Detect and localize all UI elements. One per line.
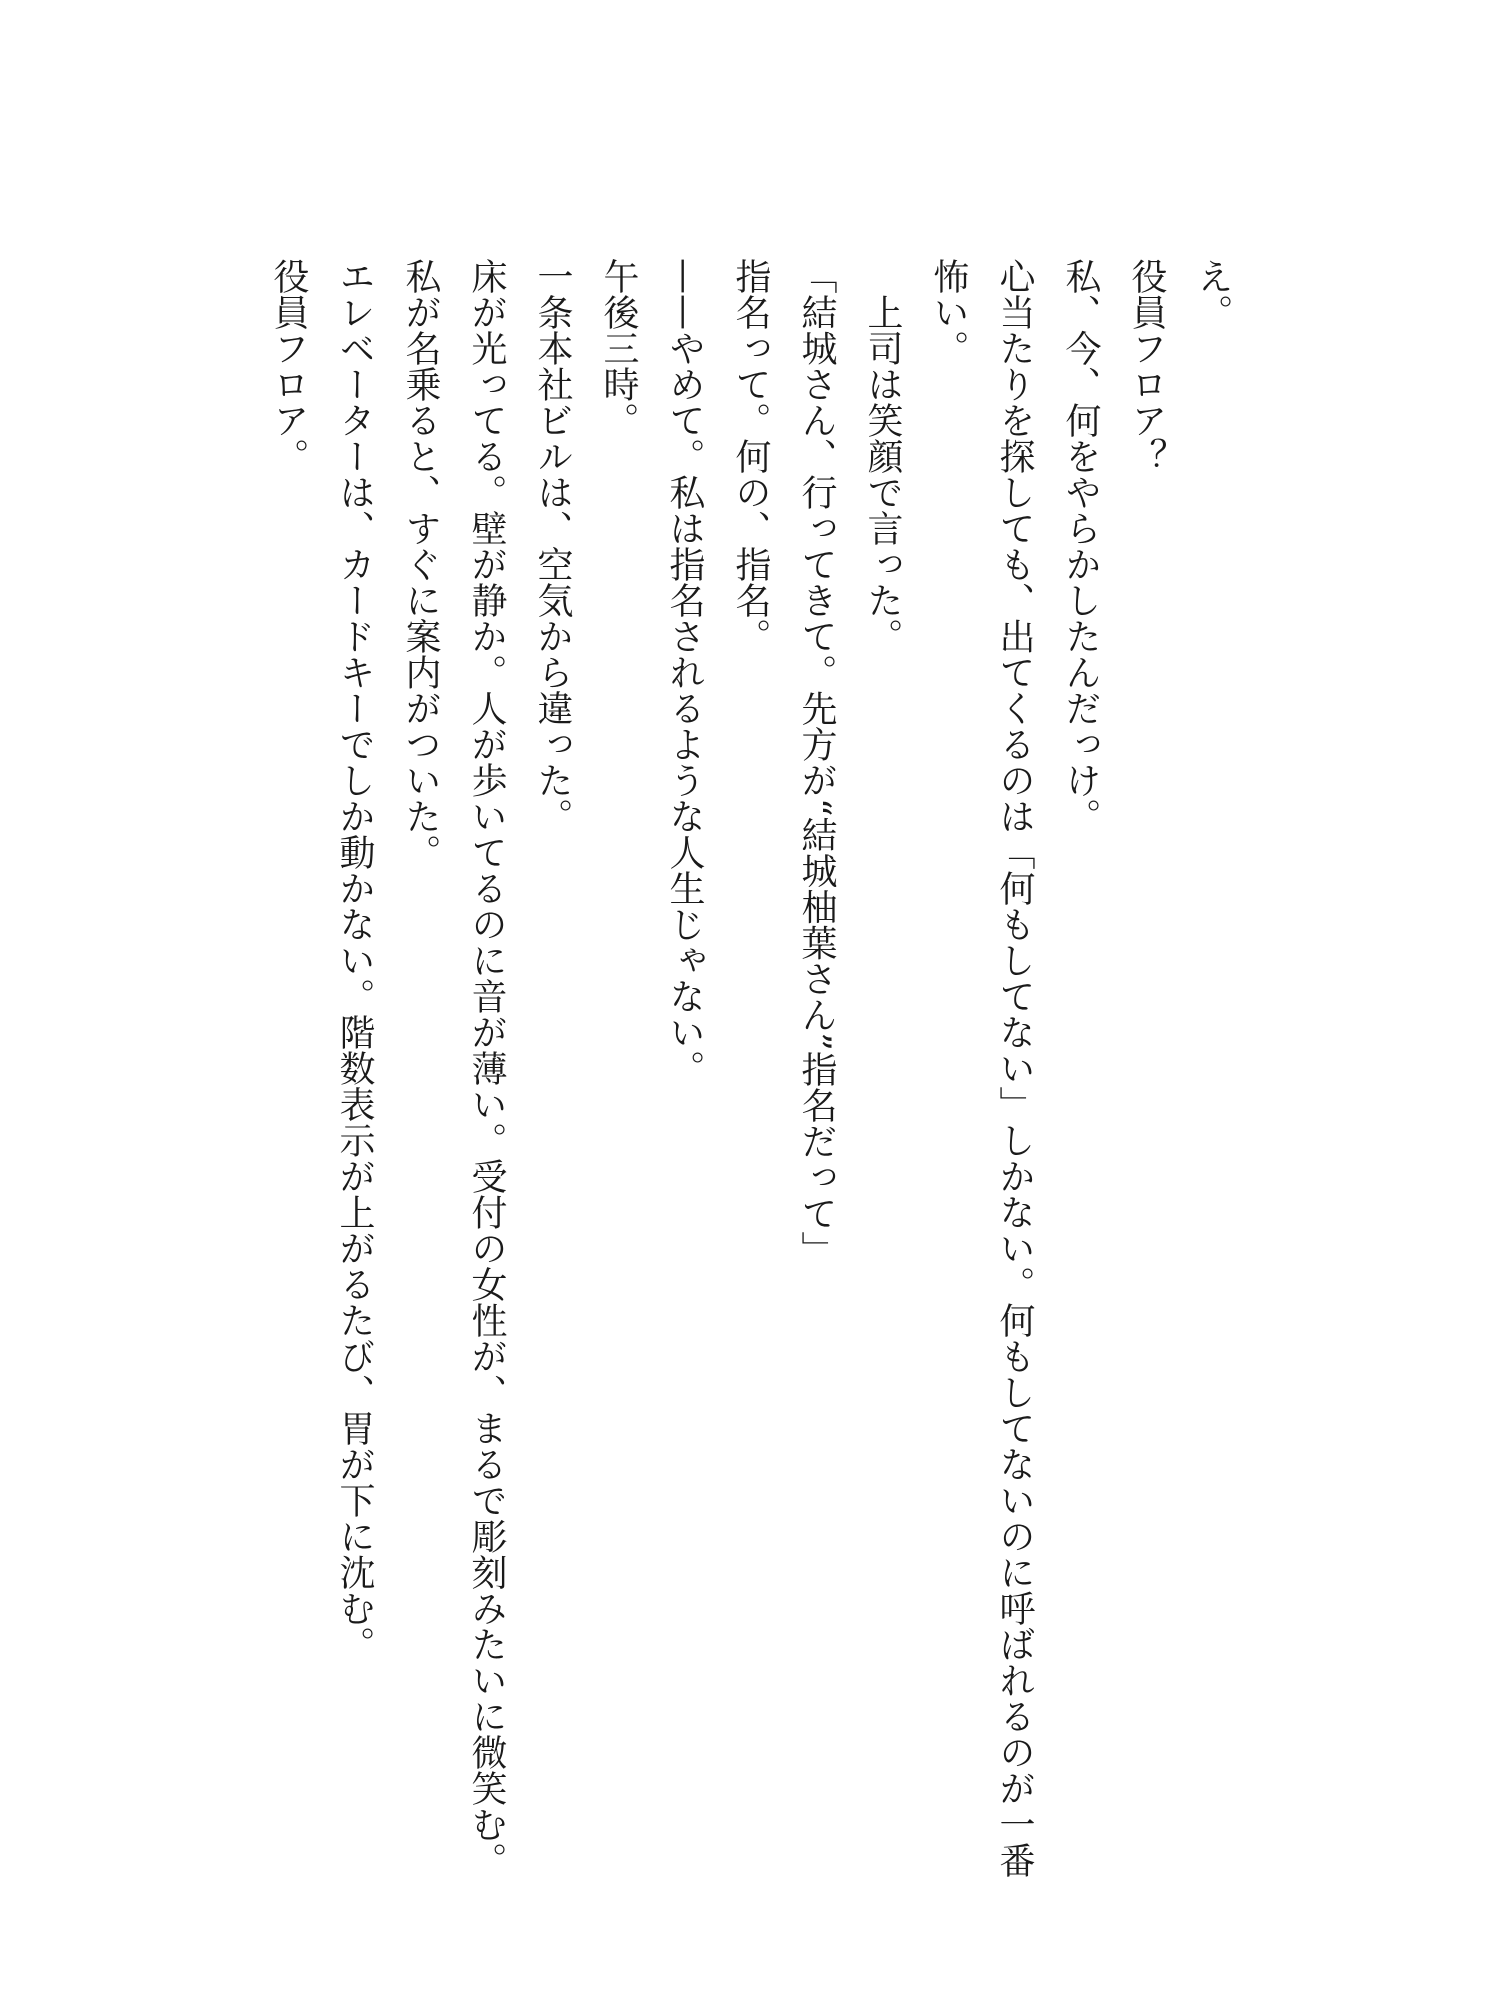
text-line: 「結城さん、行ってきて。先方が“結城柚葉さん”指名だって」 bbox=[796, 258, 837, 1267]
text-line: 役員フロア。 bbox=[268, 258, 309, 474]
text-line: エレベーターは、カードキーでしか動かない。階数表示が上がるたび、胃が下に沈む。 bbox=[334, 258, 375, 1662]
text-line: 私、今、何をやらかしたんだっけ。 bbox=[1060, 258, 1101, 834]
text-line: 午後三時。 bbox=[598, 258, 639, 438]
text-line: 一条本社ビルは、空気から違った。 bbox=[532, 258, 573, 834]
text-line: 床が光ってる。壁が静か。人が歩いてるのに音が薄い。受付の女性が、まるで彫刻みたいに微笑む。 bbox=[466, 258, 507, 1878]
text-line: え。 bbox=[1192, 258, 1233, 330]
text-line: ——やめて。私は指名されるような人生じゃない。 bbox=[664, 258, 705, 1086]
text-line: 役員フロア？ bbox=[1126, 258, 1167, 474]
text-line: 私が名乗ると、すぐに案内がついた。 bbox=[400, 258, 441, 870]
text-line: 怖い。 bbox=[928, 258, 969, 366]
text-line: 心当たりを探しても、出てくるのは「何もしてない」しかない。何もしてないのに呼ばれるのが一番 bbox=[994, 258, 1035, 1878]
text-line: 指名って。何の、指名。 bbox=[730, 258, 771, 654]
vertical-text-body bbox=[255, 258, 1245, 1878]
text-line: 上司は笑顔で言った。 bbox=[862, 258, 903, 654]
